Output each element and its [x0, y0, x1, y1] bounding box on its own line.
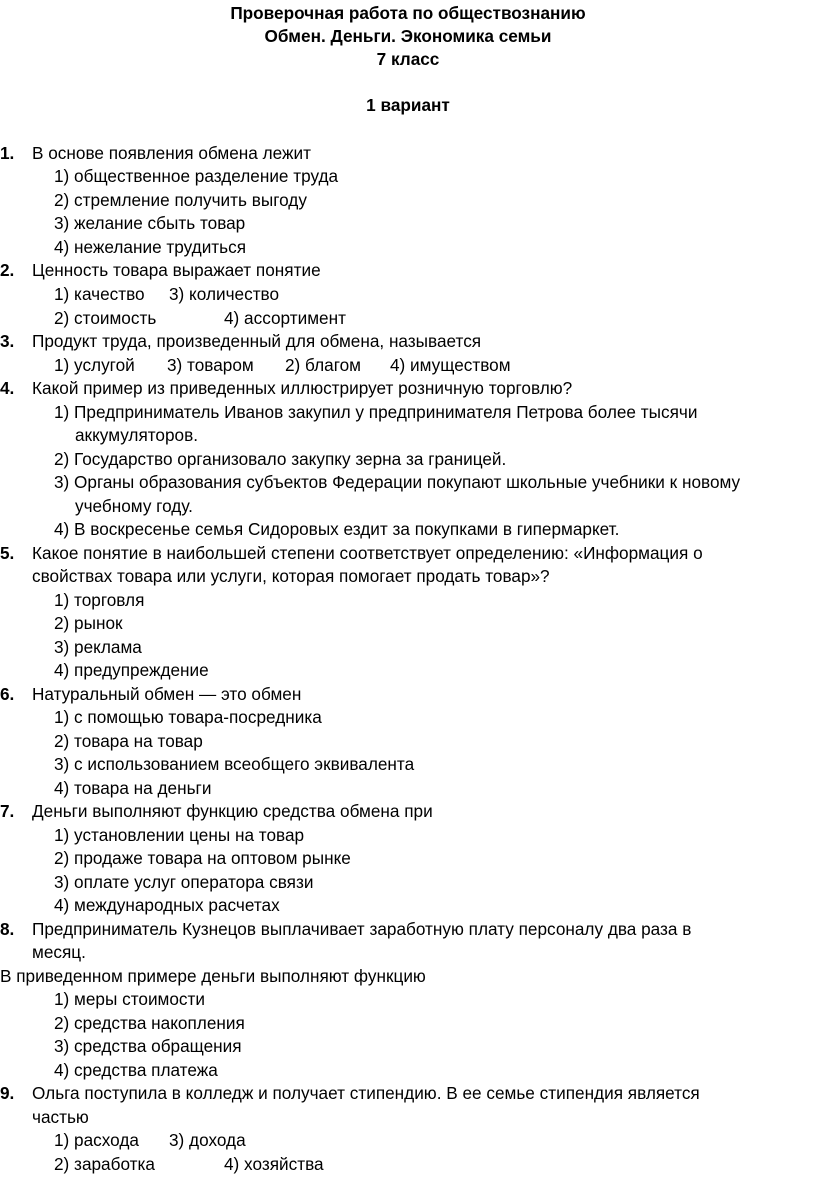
answer-option: 2) товара на товар — [54, 731, 203, 751]
answer-option: 3) количество — [169, 284, 280, 304]
answer-row — [54, 1153, 804, 1177]
answer-row — [54, 283, 804, 307]
answer-option: 4) средства платежа — [54, 1060, 218, 1080]
question-text: Натуральный обмен — это обмен — [32, 684, 302, 704]
question-text: В основе появления обмена лежит — [32, 143, 311, 163]
answer-option: 2) Государство организовало закупку зерна за границей. — [54, 449, 507, 469]
question-text-continuation: свойствах товара или услуги, которая помогает продать товар»? — [32, 566, 550, 586]
question-number: 6. — [0, 684, 15, 704]
question-text-continuation: месяц. — [32, 942, 86, 962]
question-number: 7. — [0, 801, 15, 821]
answer-option: 4) нежелание трудиться — [54, 237, 247, 257]
answer-option: 4) ассортимент — [224, 308, 346, 328]
question-text: Продукт труда, произведенный для обмена, называется — [32, 331, 482, 351]
question-text: Какой пример из приведенных иллюстрирует розничную торговлю? — [32, 378, 573, 398]
question-text: Деньги выполняют функцию средства обмена при — [32, 801, 433, 821]
answer-option: 4) В воскресенье семья Сидоровых ездит за покупками в гипермаркет. — [54, 519, 620, 539]
answer-option: 2) благом — [285, 355, 361, 375]
answer-option: 4) хозяйства — [224, 1154, 324, 1174]
answer-option: 1) общественное разделение труда — [54, 166, 339, 186]
question-number: 2. — [0, 260, 15, 280]
question-number: 1. — [0, 143, 15, 163]
answer-option: 1) услугой — [54, 355, 135, 375]
question-number: 9. — [0, 1083, 15, 1103]
answer-option: 1) качество — [54, 284, 145, 304]
question-number: 5. — [0, 543, 15, 563]
answer-option: 3) Органы образования субъектов Федерации покупают школьные учебники к новому — [54, 472, 741, 492]
answer-option: 2) заработка — [54, 1154, 155, 1174]
answer-option: 4) предупреждение — [54, 660, 209, 680]
question-text: Предприниматель Кузнецов выплачивает заработную плату персоналу два раза в — [32, 919, 692, 939]
answer-option: 3) с использованием всеобщего эквивалента — [54, 754, 415, 774]
question-text: Какое понятие в наибольшей степени соответствует определению: «Информация о — [32, 543, 703, 563]
answer-option: 1) установлении цены на товар — [54, 825, 305, 845]
answer-option: 4) имуществом — [390, 355, 511, 375]
answer-option: 2) рынок — [54, 613, 123, 633]
answer-option: 1) с помощью товара-посредника — [54, 707, 322, 727]
question-number: 3. — [0, 331, 15, 351]
answer-option: 1) торговля — [54, 590, 145, 610]
question-text: Ценность товара выражает понятие — [32, 260, 321, 280]
test-grade: 7 класс — [376, 49, 440, 69]
answer-row — [54, 354, 804, 378]
question-text-continuation: В приведенном примере деньги выполняют функцию — [0, 966, 426, 986]
answer-option: 3) дохода — [169, 1130, 246, 1150]
answer-option: 2) продаже товара на оптовом рынке — [54, 848, 351, 868]
answer-option: 1) меры стоимости — [54, 989, 205, 1009]
test-topic: Обмен. Деньги. Экономика семьи — [264, 26, 552, 46]
answer-option: 2) стремление получить выгоду — [54, 190, 307, 210]
test-variant: 1 вариант — [366, 95, 450, 115]
answer-row — [54, 1129, 804, 1153]
answer-option: 4) международных расчетах — [54, 895, 280, 915]
answer-option: 2) средства накопления — [54, 1013, 245, 1033]
answer-option: 4) товара на деньги — [54, 778, 212, 798]
question-number: 8. — [0, 919, 15, 939]
question-text: Ольга поступила в колледж и получает стипендию. В ее семье стипендия является — [32, 1083, 700, 1103]
test-title: Проверочная работа по обществознанию — [230, 3, 586, 23]
answer-option: 3) оплате услуг оператора связи — [54, 872, 314, 892]
answer-option: 3) товаром — [167, 355, 254, 375]
answer-option-continuation: аккумуляторов. — [75, 425, 199, 445]
answer-option: 1) расхода — [54, 1130, 139, 1150]
answer-option: 3) средства обращения — [54, 1036, 242, 1056]
answer-option: 2) стоимость — [54, 308, 157, 328]
answer-option: 3) желание сбыть товар — [54, 213, 246, 233]
answer-row — [54, 307, 804, 331]
answer-option: 1) Предприниматель Иванов закупил у предпринимателя Петрова более тысячи — [54, 402, 698, 422]
question-text-continuation: частью — [32, 1107, 89, 1127]
answer-option: 3) реклама — [54, 637, 142, 657]
question-number: 4. — [0, 378, 15, 398]
answer-option-continuation: учебному году. — [75, 496, 193, 516]
